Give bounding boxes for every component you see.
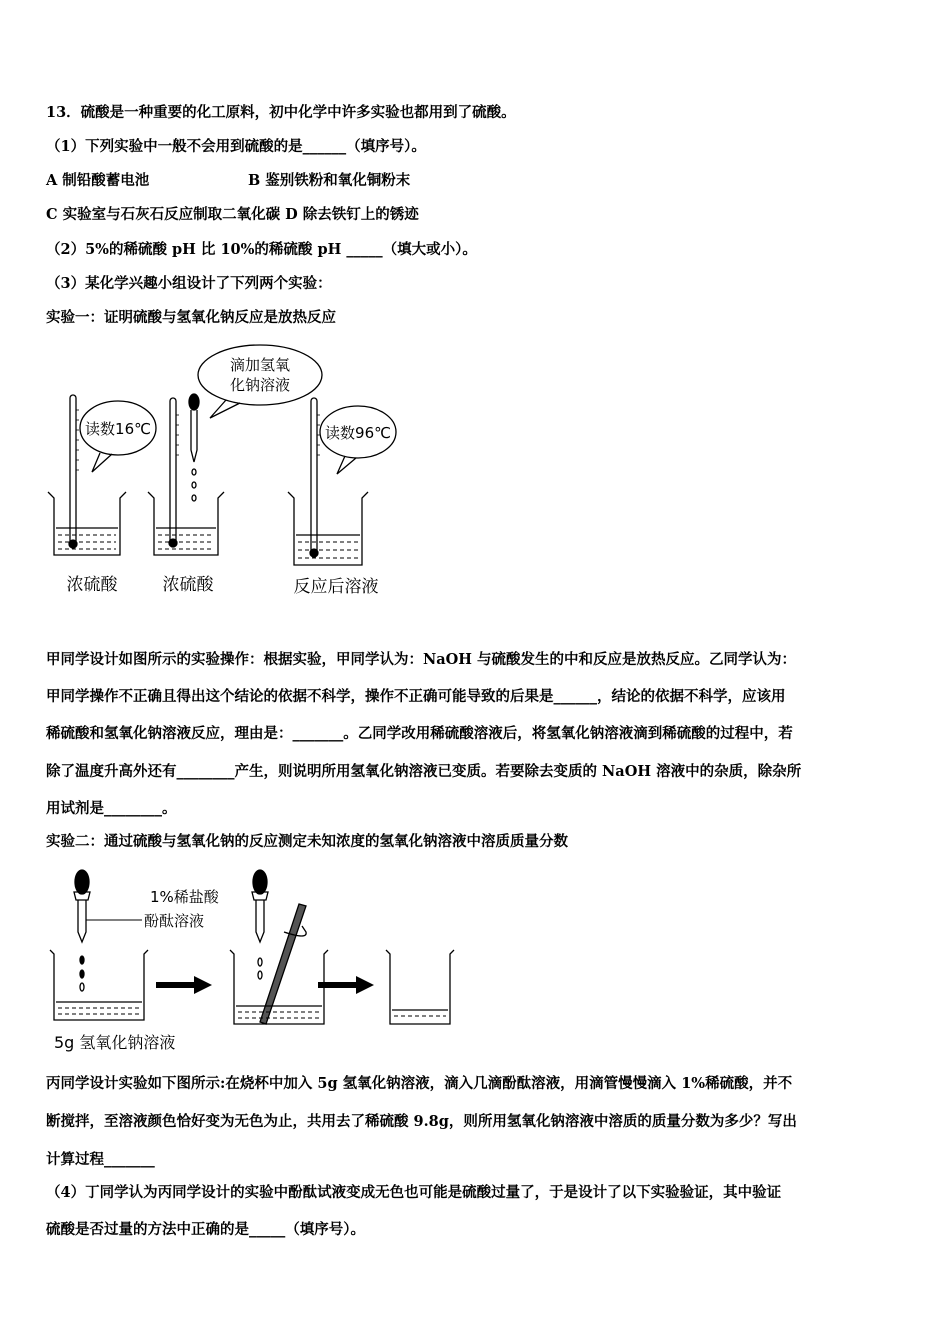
beaker-2 [148, 492, 224, 555]
option-a: A 制铅酸蓄电池 [46, 172, 150, 189]
speech-bubble-2 [198, 345, 322, 405]
exp2-para-line1: 丙同学设计实验如下图所示:在烧杯中加入 5g 氢氧化钠溶液，滴入几滴酚酞溶液，用滴管慢慢滴入 1%稀硫酸，并不 [46, 1075, 793, 1092]
exp1-para-line5: 用试剂是________。 [46, 800, 177, 817]
beaker-1 [50, 950, 148, 1020]
exp1-para-line4: 除了温度升高外还有________产生，则说明所用氢氧化钠溶液已变质。若要除去变质的 NaOH 溶液中的杂质，除杂所 [46, 763, 802, 780]
beaker-2-label: 浓硫酸 [162, 575, 214, 595]
figure-experiment-2 [44, 862, 474, 1062]
figure-experiment-1 [40, 340, 420, 610]
dropper-icon-2 [252, 870, 268, 942]
beaker-3 [386, 950, 454, 1024]
experiment-1-title: 实验一：证明硫酸与氢氧化钠反应是放热反应 [46, 309, 336, 326]
subquestion-2: （2）5%的稀硫酸 pH 比 10%的稀硫酸 pH _____（填大或小）。 [46, 241, 477, 258]
beaker-3-label: 反应后溶液 [293, 577, 379, 597]
exp1-para-line3: 稀硫酸和氢氧化钠溶液反应，理由是：_______。乙同学改用稀硫酸溶液后，将氢氧化钠溶液滴到稀硫酸的过程中，若 [46, 725, 793, 742]
thermometer-3 [310, 398, 318, 557]
question-title: 13．硫酸是一种重要的化工原料，初中化学中许多实验也都用到了硫酸。 [46, 104, 516, 121]
arrow-icon-2 [318, 976, 374, 994]
option-c-d: C 实验室与石灰石反应制取二氧化碳 D 除去铁钉上的锈迹 [46, 206, 419, 223]
label-acid: 1%稀盐酸 [150, 888, 219, 906]
beaker-1-label: 浓硫酸 [66, 575, 118, 595]
bubble-1-text: 读数16℃ [85, 420, 151, 438]
option-b: B 鉴别铁粉和氧化铜粉末 [248, 172, 411, 189]
bubble-3-text: 读数96℃ [325, 424, 391, 442]
label-base: 5g 氢氧化钠溶液 [54, 1033, 176, 1052]
thermometer-2 [169, 398, 177, 547]
subquestion-3: （3）某化学兴趣小组设计了下列两个实验： [46, 275, 332, 292]
thermometer-1 [69, 395, 77, 548]
exp1-para-line2: 甲同学操作不正确且得出这个结论的依据不科学，操作不正确可能导致的后果是______，结论的依据不科学，应该用 [46, 688, 786, 705]
dropper-icon-1 [74, 870, 142, 942]
subquestion-4-line2: 硫酸是否过量的方法中正确的是_____（填序号）。 [46, 1221, 365, 1238]
exp2-para-line2: 断搅拌，至溶液颜色恰好变为无色为止，共用去了稀硫酸 9.8g，则所用氢氧化钠溶液中溶质的质量分数为多少？写出 [46, 1113, 797, 1130]
exp1-para-line1: 甲同学设计如图所示的实验操作：根据实验，甲同学认为：NaOH 与硫酸发生的中和反应是放热反应。乙同学认为： [46, 651, 797, 668]
bubble-2-text-line1: 滴加氢氧 [229, 356, 291, 374]
beaker-1 [48, 492, 126, 555]
subquestion-1: （1）下列实验中一般不会用到硫酸的是______（填序号）。 [46, 138, 426, 155]
beaker-3 [288, 492, 368, 565]
bubble-2-text-line2: 化钠溶液 [229, 376, 291, 394]
arrow-icon-1 [156, 976, 212, 994]
subquestion-4-line1: （4）丁同学认为丙同学设计的实验中酚酞试液变成无色也可能是硫酸过量了，于是设计了以下实验验证，其中验证 [46, 1184, 782, 1201]
dropper-icon [189, 394, 199, 501]
label-indicator: 酚酞溶液 [144, 912, 205, 930]
experiment-2-title: 实验二：通过硫酸与氢氧化钠的反应测定未知浓度的氢氧化钠溶液中溶质质量分数 [46, 833, 568, 850]
exp2-para-line3: 计算过程_______ [46, 1151, 155, 1168]
